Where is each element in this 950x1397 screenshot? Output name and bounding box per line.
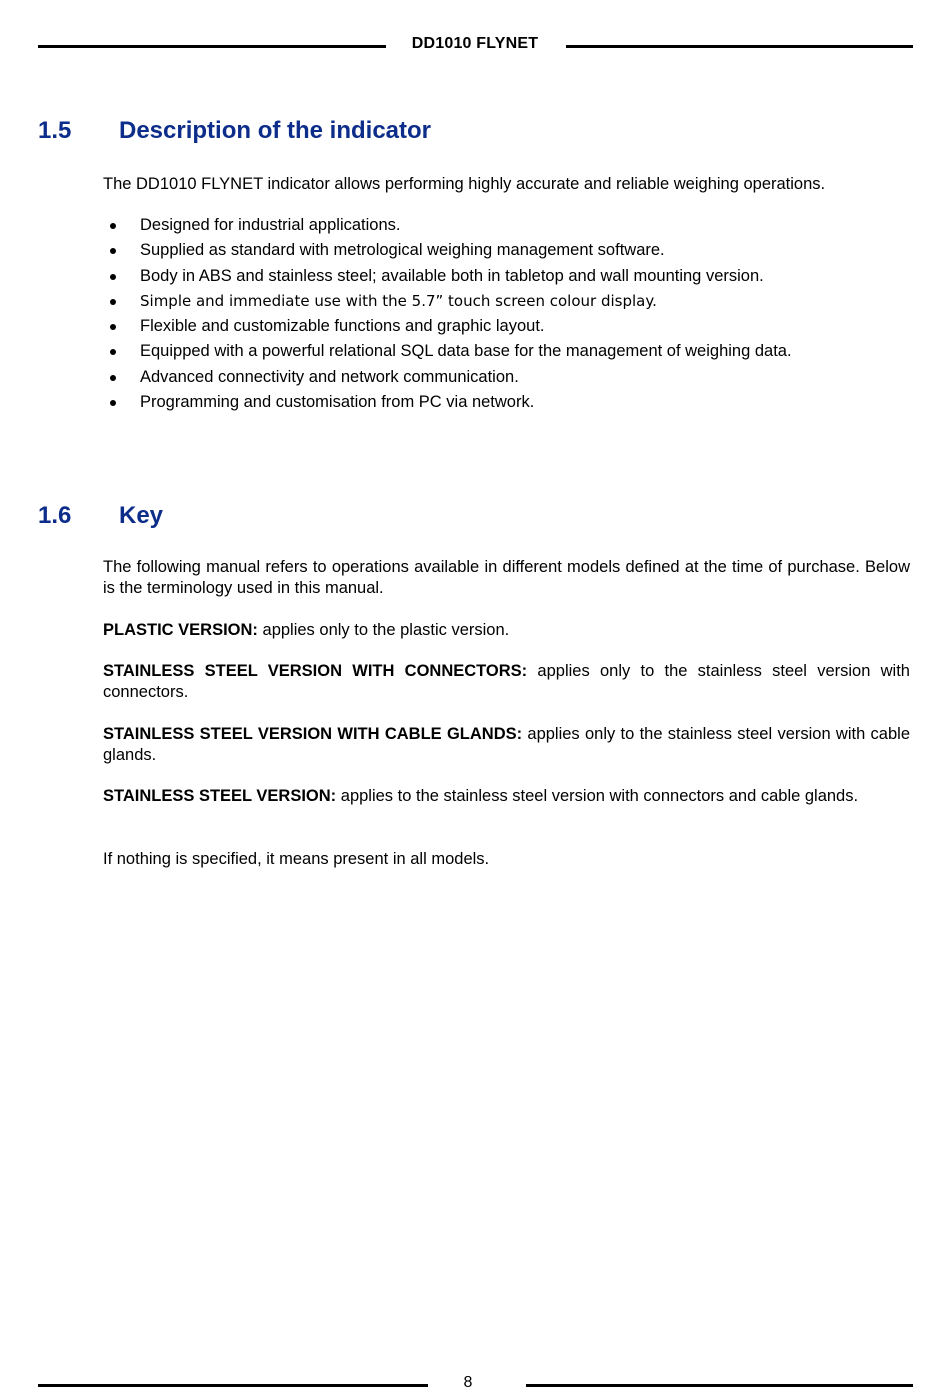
definition-text: applies only to the stainless steel version with cable glands. — [103, 725, 910, 764]
definition-term: STAINLESS STEEL VERSION WITH CONNECTORS: — [103, 662, 528, 680]
definition-term: STAINLESS STEEL VERSION: — [103, 787, 337, 805]
list-item: Equipped with a powerful relational SQL data base for the management of weighing data. — [103, 340, 910, 365]
section-title: Description of the indicator — [119, 117, 432, 144]
definition-paragraph — [103, 786, 910, 807]
footer-rule-left — [38, 1384, 428, 1387]
section-number: 1.5 — [38, 117, 72, 144]
bullet-icon — [110, 248, 116, 254]
feature-list — [103, 214, 910, 416]
definition-term: PLASTIC VERSION: — [103, 621, 258, 639]
list-item: Flexible and customizable functions and graphic layout. — [103, 315, 910, 340]
section-title: Key — [119, 502, 164, 529]
definition-text: applies to the stainless steel version with connectors and cable glands. — [336, 787, 859, 805]
definition-term: STAINLESS STEEL VERSION WITH CABLE GLANDS: — [103, 725, 523, 743]
bullet-icon — [110, 274, 116, 280]
bullet-icon — [110, 400, 116, 406]
section-intro: The DD1010 FLYNET indicator allows performing highly accurate and reliable weighing operations. — [103, 175, 826, 193]
list-item: Body in ABS and stainless steel; available both in tabletop and wall mounting version. — [103, 265, 910, 290]
page-number: 8 — [463, 1374, 473, 1391]
bullet-icon — [110, 223, 116, 229]
definition-paragraph — [103, 724, 910, 766]
definition-text: applies only to the plastic version. — [257, 621, 510, 639]
definition-paragraph — [103, 620, 910, 641]
bullet-icon — [110, 349, 116, 355]
section-intro: The following manual refers to operations available in different models defined at the time of purchase. Below is the terminology used in this manual. — [103, 558, 910, 597]
section-heading-1-6 — [38, 502, 163, 530]
list-item: Advanced connectivity and network communication. — [103, 366, 910, 391]
header-rule-right — [566, 45, 913, 48]
list-item: Programming and customisation from PC via network. — [103, 391, 910, 416]
list-item: Designed for industrial applications. — [103, 214, 910, 239]
footer-rule-right — [526, 1384, 913, 1387]
header-rule-left — [38, 45, 386, 48]
definition-text: applies only to the stainless steel version with connectors. — [103, 662, 910, 701]
definition-paragraph — [103, 661, 910, 703]
bullet-icon — [110, 324, 116, 330]
bullet-icon — [110, 375, 116, 381]
section-number: 1.6 — [38, 502, 72, 529]
section-heading-1-5 — [38, 117, 431, 145]
list-item: Supplied as standard with metrological weighing management software. — [103, 239, 910, 264]
closing-paragraph: If nothing is specified, it means present in all models. — [103, 850, 490, 868]
document-title: DD1010 FLYNET — [411, 35, 539, 52]
list-item: Simple and immediate use with the 5.7” touch screen colour display. — [103, 290, 910, 315]
bullet-icon — [110, 299, 116, 305]
